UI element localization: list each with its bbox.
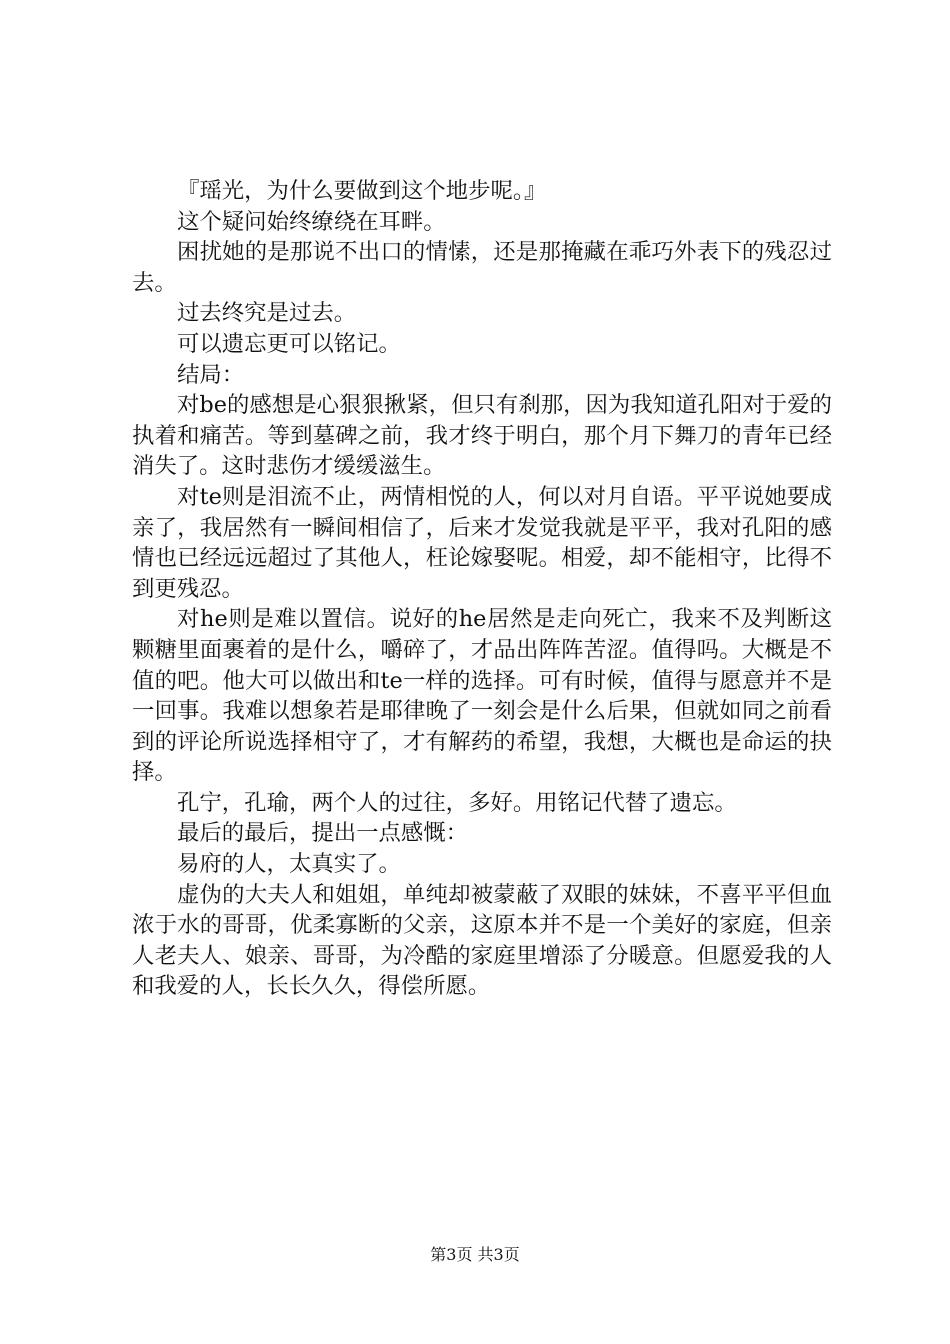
paragraph-11: 最后的最后，提出一点感慨： (177, 820, 469, 847)
paragraph-10: 孔宁，孔瑜，两个人的过往，多好。用铭记代替了遗忘。 (177, 789, 737, 816)
document-body (132, 176, 832, 1002)
paragraph-5: 可以遗忘更可以铭记。 (177, 330, 401, 357)
paragraph-2: 这个疑问始终缭绕在耳畔。 (177, 208, 446, 235)
paragraph-3: 困扰她的是那说不出口的情愫，还是那掩藏在乖巧外表下的残忍过去。 (132, 239, 832, 296)
paragraph-12: 易府的人，太真实了。 (177, 851, 401, 878)
page-footer (0, 1244, 950, 1266)
paragraph-4: 过去终究是过去。 (177, 300, 357, 327)
paragraph-8: 对te则是泪流不止，两情相悦的人，何以对月自语。平平说她要成亲了，我居然有一瞬间相信了，后来才发觉我就是平平，我对孔阳的感情也已经远远超过了其他人，枉论嫁娶呢。相爱，却不能相守，比得不到更残忍。 (132, 483, 832, 602)
paragraph-13: 虚伪的大夫人和姐姐，单纯却被蒙蔽了双眼的妹妹，不喜平平但血浓于水的哥哥，优柔寡断的父亲，这原本并不是一个美好的家庭，但亲人老夫人、娘亲、哥哥，为冷酷的家庭里增添了分暖意。但愿爱我的人和我爱的人，长长久久，得偿所愿。 (132, 881, 832, 1000)
paragraph-1: 『瑶光，为什么要做到这个地步呢。』 (177, 178, 547, 204)
paragraph-6: 结局： (177, 361, 245, 388)
paragraph-7: 对be的感想是心狠狠揪紧，但只有刹那，因为我知道孔阳对于爱的执着和痛苦。等到墓碑之前，我才终于明白，那个月下舞刀的青年已经消失了。这时悲伤才缓缓滋生。 (132, 392, 832, 480)
paragraph-9: 对he则是难以置信。说好的he居然是走向死亡，我来不及判断这颗糖里面裹着的是什么，嚼碎了，才品出阵阵苦涩。值得吗。大概是不值的吧。他大可以做出和te一样的选择。可有时候，值得与愿意并不是一回事。我难以想象若是耶律晚了一刻会是什么后果，但就如同之前看到的评论所说选择相守了，才有解药的希望，我想，大概也是命运的抉择。 (132, 606, 832, 786)
page-number-label: 第3页 共3页 (430, 1245, 520, 1264)
